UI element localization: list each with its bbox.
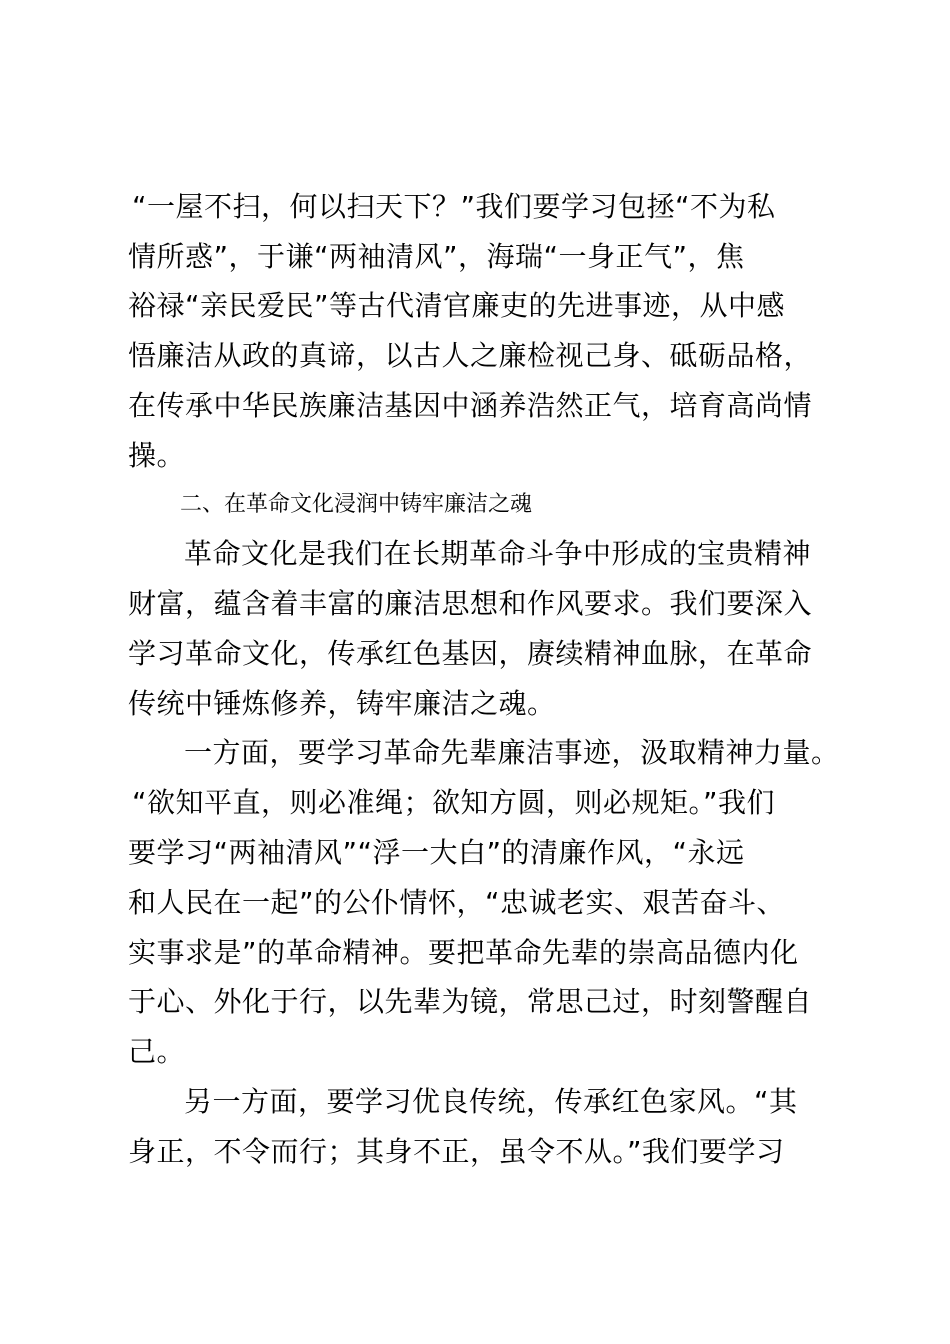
text-line: 革命文化是我们在长期革命斗争中形成的宝贵精神 xyxy=(184,537,812,570)
text-line: 于心、外化于行，以先辈为镜，常思己过，时刻警醒自 xyxy=(128,985,813,1018)
text-line: 操。 xyxy=(128,439,186,472)
text-line: 另一方面，要学习优良传统，传承红色家风。“其 xyxy=(184,1085,798,1118)
text-line: 在传承中华民族廉洁基因中涵养浩然正气，培育高尚情 xyxy=(128,389,813,422)
text-line: 实事求是”的革命精神。要把革命先辈的崇高品德内化 xyxy=(128,936,799,969)
text-line: 财富，蕴含着丰富的廉洁思想和作风要求。我们要深入 xyxy=(128,587,813,620)
text-line: 悟廉洁从政的真谛，以古人之廉检视己身、砥砺品格， xyxy=(128,339,813,372)
text-line: 身正，不令而行；其身不正，虽令不从。”我们要学习 xyxy=(128,1135,785,1168)
text-line: 己。 xyxy=(128,1035,186,1068)
text-line: 一方面，要学习革命先辈廉洁事迹，汲取精神力量。 xyxy=(184,736,840,769)
text-line: 裕禄“亲民爱民”等古代清官廉吏的先进事迹，从中感 xyxy=(128,289,786,322)
text-line: “欲知平直，则必准绳；欲知方圆，则必规矩。”我们 xyxy=(132,786,776,819)
section-heading: 二、在革命文化浸润中铸牢廉洁之魂 xyxy=(180,492,533,517)
text-line: 要学习“两袖清风”“浮一大白”的清廉作风，“永远 xyxy=(128,836,745,869)
text-line: 传统中锤炼修养，铸牢廉洁之魂。 xyxy=(128,687,556,720)
text-line: 情所惑”，于谦“两袖清风”，海瑞“一身正气”，焦 xyxy=(128,240,745,273)
text-line: “一屋不扫，何以扫天下？”我们要学习包拯“不为私 xyxy=(132,190,776,223)
text-line: 和人民在一起”的公仆情怀，“忠诚老实、艰苦奋斗、 xyxy=(128,886,786,919)
text-line: 学习革命文化，传承红色基因，赓续精神血脉，在革命 xyxy=(128,637,813,670)
